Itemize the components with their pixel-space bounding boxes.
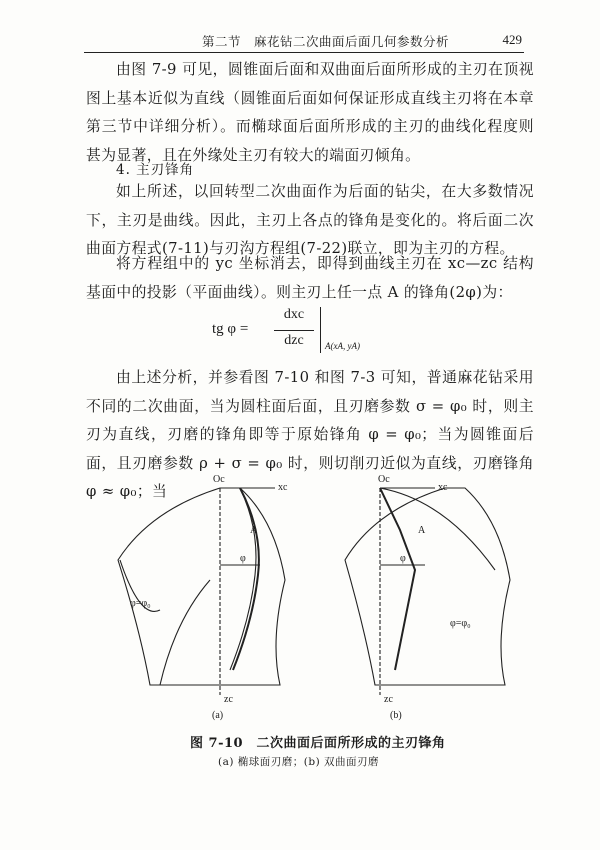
panel-b-arc — [380, 488, 495, 570]
panel-a-flute — [160, 580, 210, 685]
panel-b-phi-eq: φ=φ₀ — [450, 618, 471, 629]
panel-a-angle-label: φ — [240, 553, 246, 564]
running-header — [84, 30, 524, 53]
drill-diagrams — [100, 470, 530, 725]
figure-subcaption: (a) 椭球面刃磨；(b) 双曲面刃磨 — [218, 756, 380, 768]
formula-evaluated-at: A(xA, yA) — [325, 341, 360, 351]
panel-b-main-edge — [380, 488, 415, 670]
paragraph-1-text: 由图 7-9 可见，圆锥面后面和双曲面后面所形成的主刃在顶视图上基本近似为直线（圆锥面后面如何保证形成直线主刃将在本章第三节中详细分析）。而椭球面后面所形成的主刃的曲线化程度则甚为显著，且在外缘处主刃有较大的端面刃倾角。 — [86, 61, 534, 164]
panel-a-label: (a) — [212, 710, 224, 721]
evaluation-bar — [320, 307, 321, 353]
panel-b-z-label: zc — [384, 694, 393, 705]
paragraph-4-text: 由上述分析，并参看图 7-10 和图 7-3 可知，普通麻花钻采用不同的二次曲面，当为圆柱面后面，且刃磨参数 σ = φ₀ 时，则主刃为直线，刃磨的锋角即等于原始锋角 φ = φ₀；当为圆锥面后面，且刃磨参数 ρ + σ = φ₀ 时，则切削刃近似为直线，刃磨锋角 φ ≈ φ₀；当 — [86, 369, 534, 500]
section-title: 第二节 麻花钻二次曲面后面几何参数分析 — [202, 34, 450, 49]
panel-b-angle-label: φ — [400, 553, 406, 564]
panel-a-z-label: zc — [224, 694, 233, 705]
panel-b-point-label: A — [418, 525, 426, 536]
section-heading: 4. 主刃锋角 — [116, 162, 195, 178]
panel-a-x-label: xc — [278, 482, 288, 493]
paragraph-1 — [86, 56, 534, 170]
formula-lhs: tg φ = — [212, 321, 249, 337]
panel-a-point-label: A — [250, 525, 258, 536]
paragraph-3-text: 将方程组中的 yc 坐标消去，即得到曲线主刃在 xc—zc 结构基面中的投影（平面曲线）。则主刃上任一点 A 的锋角(2φ)为： — [86, 255, 534, 301]
formula-numerator: dxc — [283, 307, 305, 322]
paragraph-3 — [86, 250, 534, 307]
page-number: 429 — [502, 32, 522, 47]
paragraph-2-text: 如上所述，以回转型二次曲面作为后面的钻尖，在大多数情况下，主刃是曲线。因此，主刃上各点的锋角是变化的。将后面二次曲面方程式(7-11)与刃沟方程组(7-22)联立，即为主刃的方程。 — [86, 183, 534, 257]
panel-b-drawing — [345, 488, 510, 695]
panel-b-x-label: xc — [438, 482, 448, 493]
figure-caption: 图 7-10 二次曲面后面所形成的主刃锋角 — [190, 736, 446, 751]
panel-b-origin-label: Oc — [378, 474, 390, 485]
panel-a-drawing — [118, 488, 285, 695]
figure-7-10 — [100, 470, 530, 725]
lead-angle-formula — [212, 303, 432, 361]
panel-a-phi-eq: φ=φ₀ — [130, 598, 151, 609]
panel-b-label: (b) — [390, 710, 402, 721]
fraction-bar — [274, 330, 314, 331]
panel-b-outline — [345, 488, 510, 685]
formula-denominator: dzc — [284, 333, 304, 348]
panel-a-origin-label: Oc — [213, 474, 225, 485]
panel-a-outline — [118, 488, 285, 685]
